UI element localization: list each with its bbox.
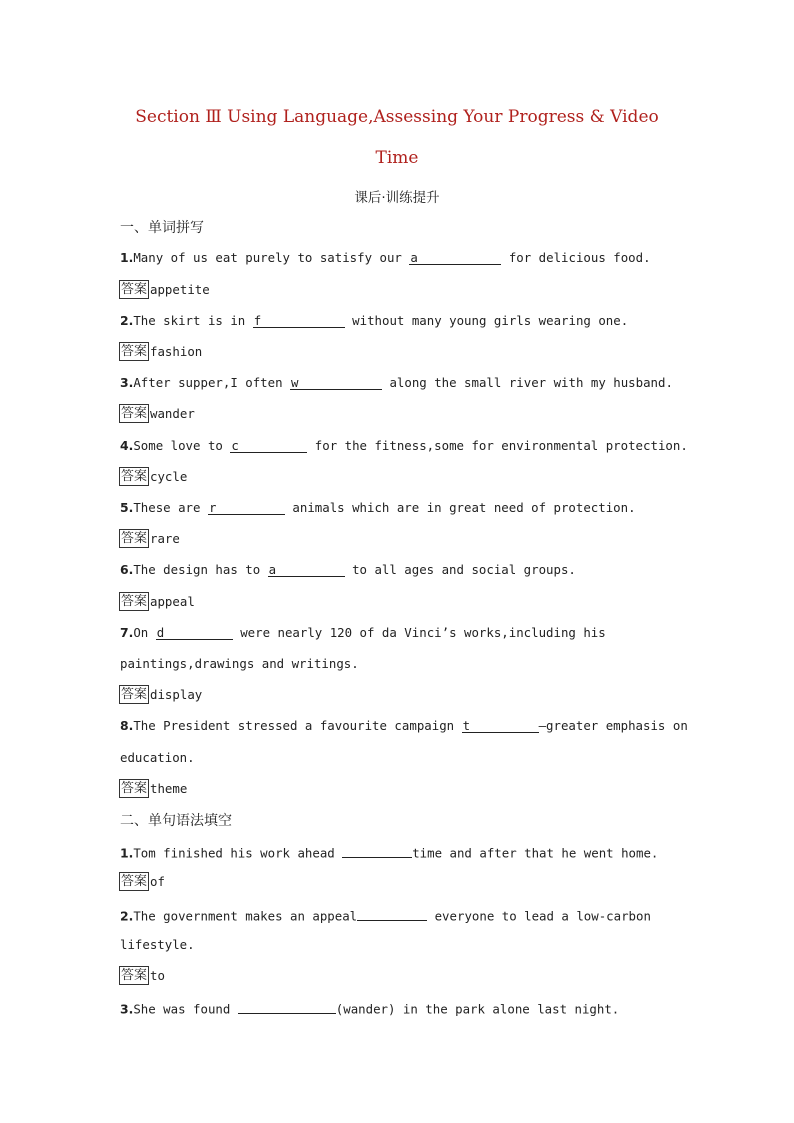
question-number: 2. [120, 313, 134, 328]
question-8 [120, 718, 688, 733]
answer-label-box: 答案 [121, 405, 148, 421]
question-7 [120, 625, 606, 640]
answer-row [119, 778, 187, 798]
answer-text: of [150, 873, 165, 889]
answer-blank [409, 250, 501, 265]
question-1 [120, 250, 651, 265]
question-5 [120, 500, 636, 515]
answer-text: wander [150, 405, 195, 421]
answer-label-box: 答案 [121, 530, 148, 546]
question-number: 5. [120, 500, 134, 515]
question-text: Many of us eat purely to satisfy our [133, 250, 410, 265]
question-text: She was found [133, 1001, 238, 1017]
answer-blank [462, 718, 539, 733]
answer-row [119, 528, 180, 548]
answer-label-box: 答案 [121, 780, 148, 796]
answer-row [119, 403, 195, 423]
question-text: were nearly 120 of da Vinci’s works,including his [232, 625, 606, 640]
answer-blank [238, 999, 336, 1014]
answer-text: appeal [150, 593, 195, 609]
answer-row [119, 591, 195, 611]
question-text: Some love to [133, 438, 231, 453]
answer-label-box: 答案 [121, 967, 148, 983]
question-4 [120, 438, 688, 453]
question-text: The President stressed a favourite campaign [133, 718, 462, 733]
grammar-question-3 [120, 999, 619, 1017]
answer-label-box: 答案 [121, 468, 148, 484]
answer-row [119, 965, 165, 985]
question-3 [120, 375, 673, 390]
question-text: to all ages and social groups. [344, 562, 576, 577]
question-text: Tom finished his work ahead [133, 845, 343, 861]
blank-initial-letter: r [208, 500, 217, 515]
answer-text: rare [150, 530, 180, 546]
question-text: The government makes an appeal [133, 908, 358, 924]
question-number: 2. [120, 908, 134, 924]
question-number: 3. [120, 1001, 134, 1017]
question-text: everyone to lead a low-carbon [427, 908, 651, 924]
answer-text: fashion [150, 343, 203, 359]
blank-initial-letter: a [410, 250, 418, 265]
question-text: The design has to [133, 562, 268, 577]
page-subtitle: 课后·训练提升 [354, 190, 440, 206]
question-text: without many young girls wearing one. [344, 313, 629, 328]
question-text: These are [133, 500, 208, 515]
question-number: 4. [120, 438, 134, 453]
answer-blank [290, 375, 382, 390]
blank-initial-letter: a [268, 562, 277, 577]
question-number: 3. [120, 375, 134, 390]
answer-blank [230, 438, 307, 453]
answer-text: theme [150, 780, 188, 796]
question-number: 7. [120, 625, 134, 640]
question-text: along the small river with my husband. [382, 375, 673, 390]
answer-row [119, 871, 165, 891]
answer-row [119, 341, 202, 361]
blank-initial-letter: f [253, 313, 262, 328]
question-8-continuation [120, 750, 195, 765]
question-text: (wander) in the park alone last night. [335, 1001, 620, 1017]
question-text: for delicious food. [501, 250, 651, 265]
answer-blank [342, 843, 412, 858]
grammar-question-2-continuation [120, 937, 195, 952]
page-title-line-2: Time [375, 148, 419, 168]
answer-label-box: 答案 [121, 873, 148, 889]
question-text: lifestyle. [120, 937, 195, 952]
answer-blank [253, 313, 345, 328]
answer-label-box: 答案 [121, 593, 148, 609]
question-text: time and after that he went home. [412, 845, 659, 861]
question-7-continuation [120, 656, 359, 671]
blank-initial-letter: w [291, 375, 299, 390]
question-6 [120, 562, 576, 577]
answer-blank [357, 906, 427, 921]
question-number: 1. [120, 845, 134, 861]
blank-initial-letter: c [231, 438, 239, 453]
section-heading-word-spelling: 一、单词拼写 [120, 220, 204, 236]
answer-label-box: 答案 [121, 343, 148, 359]
question-2 [120, 313, 628, 328]
question-number: 1. [120, 250, 134, 265]
answer-label-box: 答案 [121, 281, 148, 297]
question-text: The skirt is in [133, 313, 253, 328]
page-title-line-1: Section Ⅲ Using Language,Assessing Your Progress & Video [135, 107, 659, 127]
question-text: —greater emphasis on [538, 718, 688, 733]
answer-row [119, 466, 187, 486]
blank-initial-letter: d [156, 625, 165, 640]
section-heading-grammar-fill: 二、单句语法填空 [120, 813, 232, 829]
question-text: On [133, 625, 156, 640]
answer-text: display [150, 686, 203, 702]
question-text: education. [120, 750, 195, 765]
answer-blank [156, 625, 233, 640]
answer-label-box: 答案 [121, 686, 148, 702]
question-number: 8. [120, 718, 134, 733]
answer-blank [268, 562, 345, 577]
answer-text: appetite [150, 281, 210, 297]
blank-initial-letter: t [462, 718, 471, 733]
answer-row [119, 684, 202, 704]
answer-blank [208, 500, 285, 515]
question-number: 6. [120, 562, 134, 577]
answer-row [119, 279, 210, 299]
question-text: paintings,drawings and writings. [120, 656, 359, 671]
grammar-question-1 [120, 843, 658, 861]
answer-text: cycle [150, 468, 188, 484]
question-text: After supper,I often [133, 375, 290, 390]
grammar-question-2 [120, 906, 651, 924]
question-text: for the fitness,some for environmental protection. [307, 438, 688, 453]
answer-text: to [150, 967, 165, 983]
question-text: animals which are in great need of protection. [284, 500, 636, 515]
